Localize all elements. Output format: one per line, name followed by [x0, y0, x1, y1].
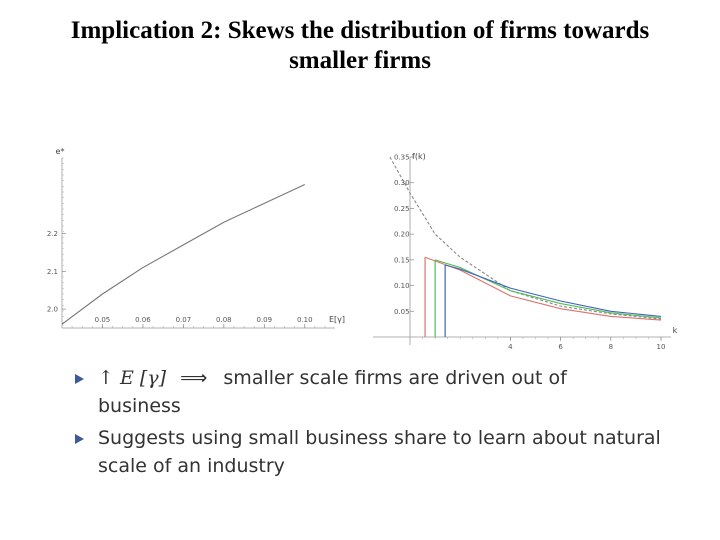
firm-size-density-chart: [365, 145, 705, 355]
y-tick-label: 2.2: [46, 230, 58, 239]
y-tick-label: 2.0: [46, 305, 58, 314]
bullet-list: [70, 364, 690, 484]
title-line-2: smaller firms: [289, 47, 431, 74]
y-tick-label: 0.15: [394, 256, 410, 265]
x-tick-label: 0.06: [135, 316, 151, 324]
density-curve: [425, 257, 661, 320]
bullet-2-text-line-2: scale of an industry: [98, 455, 285, 477]
y-tick-label: 0.10: [394, 282, 410, 291]
series-line: [62, 184, 305, 324]
slide-title: [0, 16, 720, 76]
x-tick-label: 6: [558, 343, 563, 351]
x-tick-label: 0.08: [216, 316, 232, 324]
bullet-1-text-line-1: smaller scale firms are driven out of: [223, 367, 567, 389]
y-tick-label: 0.25: [394, 204, 410, 213]
x-tick-label: 0.05: [94, 316, 111, 324]
bullet-1-math: ↑ E [γ]: [98, 367, 167, 389]
bullet-1-text-line-2: business: [98, 395, 181, 417]
e-star-vs-expected-gamma-chart: [40, 140, 370, 340]
x-tick-label: 0.07: [175, 316, 192, 324]
title-line-1: Implication 2: Skews the distribution of firms towards: [70, 17, 650, 44]
x-tick-label: 0.09: [256, 316, 273, 324]
density-curve: [445, 265, 661, 316]
bullet-arrow-icon: [75, 374, 84, 384]
x-axis-title: E[γ]: [328, 315, 346, 324]
y-axis-title: e*: [55, 147, 65, 156]
chart-left-svg: [40, 140, 370, 340]
x-tick-label: 8: [608, 343, 614, 351]
x-axis-title: k: [672, 326, 678, 335]
density-curve: [435, 260, 661, 318]
bullet-arrow-icon: [75, 434, 84, 444]
y-axis-title: f(k): [412, 152, 426, 161]
y-tick-label: 2.1: [46, 267, 58, 276]
x-tick-label: 0.10: [296, 316, 313, 324]
x-tick-label: 10: [656, 343, 666, 351]
chart-right-svg: [365, 145, 705, 355]
x-tick-label: 4: [508, 343, 513, 351]
y-tick-label: 0.20: [394, 230, 410, 239]
implies-arrow-icon: ⟹: [180, 367, 208, 389]
y-tick-label: 0.30: [394, 179, 410, 188]
y-tick-label: 0.05: [394, 307, 410, 316]
bullet-item-1: [70, 364, 690, 420]
y-tick-label: 0.35: [394, 153, 410, 162]
bullet-item-2: [70, 424, 690, 480]
bullet-2-text-line-1: Suggests using small business share to learn about natural: [98, 427, 661, 449]
